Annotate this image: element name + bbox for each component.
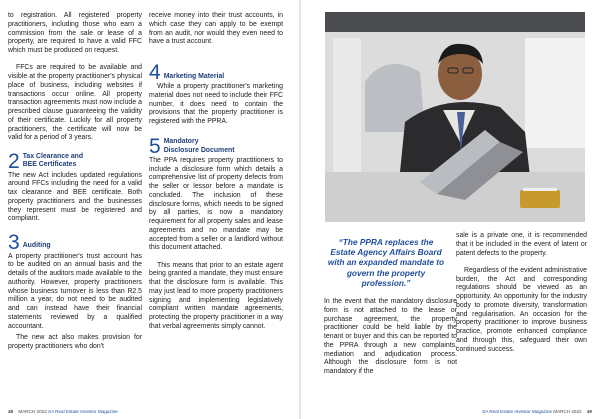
left-column-2 [149, 12, 283, 340]
section-2-body: The new Act includes updated regulations around FFCs including the need for a valid tax clearance and BEE certificate. Both property practitioners and the businesses they represent must be registered and compliant. [8, 171, 142, 223]
section-4 [149, 63, 283, 127]
right-col-b-p1: sale is a private one, it is recommended that it be included in the event of latent or patent defects to the property. [456, 232, 587, 257]
section-4-number: 4 [149, 61, 161, 84]
section-5-title: Mandatory Disclosure Document [163, 138, 235, 154]
left-page-number: 48 [8, 409, 14, 414]
right-col-b-p2: Regardless of the evident administrative burden, the Act and corresponding regulations should be viewed as an opportunity. An opportunity for the industry body to promote diversity, transformation and regularisation. An occasion for the property practitioner to improve business practice, promote enhanced compliance and through this, safeguard their own continued success. [456, 266, 587, 353]
right-column-a [324, 298, 457, 385]
section-2 [8, 149, 142, 225]
section-5 [149, 134, 283, 253]
right-footer [482, 409, 592, 414]
photo-illustration [325, 12, 585, 222]
left-footer-publication: SA Real Estate Investor Magazine [48, 409, 118, 414]
right-col-a-text: In the event that the mandatory disclosure form is not attached to the lease or purchase agreement, the property practitioner could be held liable by the tenant or buyer and this can be reported to the PPRA through a new complaints, mediation and adjudication process. Although the disclosure form is not mandatory if the [324, 298, 457, 375]
pull-quote: “The PPRA replaces the Estate Agency Affairs Board with an expanded mandate to govern the property profession.” [327, 237, 445, 288]
section-5-body: The PPA requires property practitioners to include a disclosure form which details a comprehensive list of property defects from the seller or lessor before a mandate is concluded. The inclusion of these disclosure forms, which needs to be signed by all parties, is now a mandatory requirement for all property sales and lease agreements and no mandate may be accepted from a seller or a landlord without this document attached. [149, 156, 283, 252]
section-3-number: 3 [8, 230, 20, 254]
hero-photo [325, 12, 585, 222]
left-footer-date: MARCH 2022 [18, 409, 47, 414]
section-3-body-2: The new act also makes provision for property practitioners who don't [8, 334, 142, 350]
section-3 [8, 230, 142, 352]
left-column-1 [8, 12, 142, 360]
section-4-body: While a property practitioner's marketing material does not need to include their FFC number, it does need to contain the provisions that the property practitioner is registered with the PPRA. [149, 83, 283, 125]
section-4-title: Marketing Material [163, 72, 225, 80]
col1-intro: to registration. All registered property practitioners, including those who earn a commission from the sale or lease of a property, are required to have a valid FFC which must be produced on request. [8, 12, 142, 54]
section-2-title: Tax Clearance and BEE Certificates [22, 153, 84, 169]
right-page-number: 49 [586, 409, 592, 414]
right-footer-publication: SA Real Estate Investor Magazine [482, 409, 552, 414]
section-5-number: 5 [149, 134, 161, 158]
left-footer [8, 409, 118, 414]
col2-intro: receive money into their trust accounts, in which case they can apply to be exempt from an audit, nor would they even need to have a trust account. [149, 12, 283, 46]
col2-closing-paragraph: This means that prior to an estate agent being granted a mandate, they must ensure that the disclosure form is available. This may just lead to more property practitioners signing and implementing legislatively compliant written mandate agreements, protecting the property practitioner in a way that verbal agreements simply cannot. [149, 261, 283, 330]
page-gutter [299, 0, 301, 419]
right-footer-date: MARCH 2022 [553, 409, 582, 414]
section-3-title: Auditing [22, 242, 51, 250]
section-3-body: A property practitioner's trust account has to be audited on an annual basis and the details of the auditors made available to the authority. However, property practitioners whose business turnover is less than R2.5 million a year, do not need to be audited and can instead have their financial statements reviewed by a qualified accountant. [8, 252, 142, 330]
col1-paragraph-ffc: FFCs are required to be available and visible at the property practitioner's physical place of business, including websites if transactions occur online. All property transaction agreements must now include a prescribed clause guaranteeing the validity of their certificate. Luckily for all property practitioners, the certificate will now be valid for a period of 3 years. [8, 64, 142, 142]
section-2-number: 2 [8, 149, 20, 173]
right-column-b [456, 232, 587, 363]
